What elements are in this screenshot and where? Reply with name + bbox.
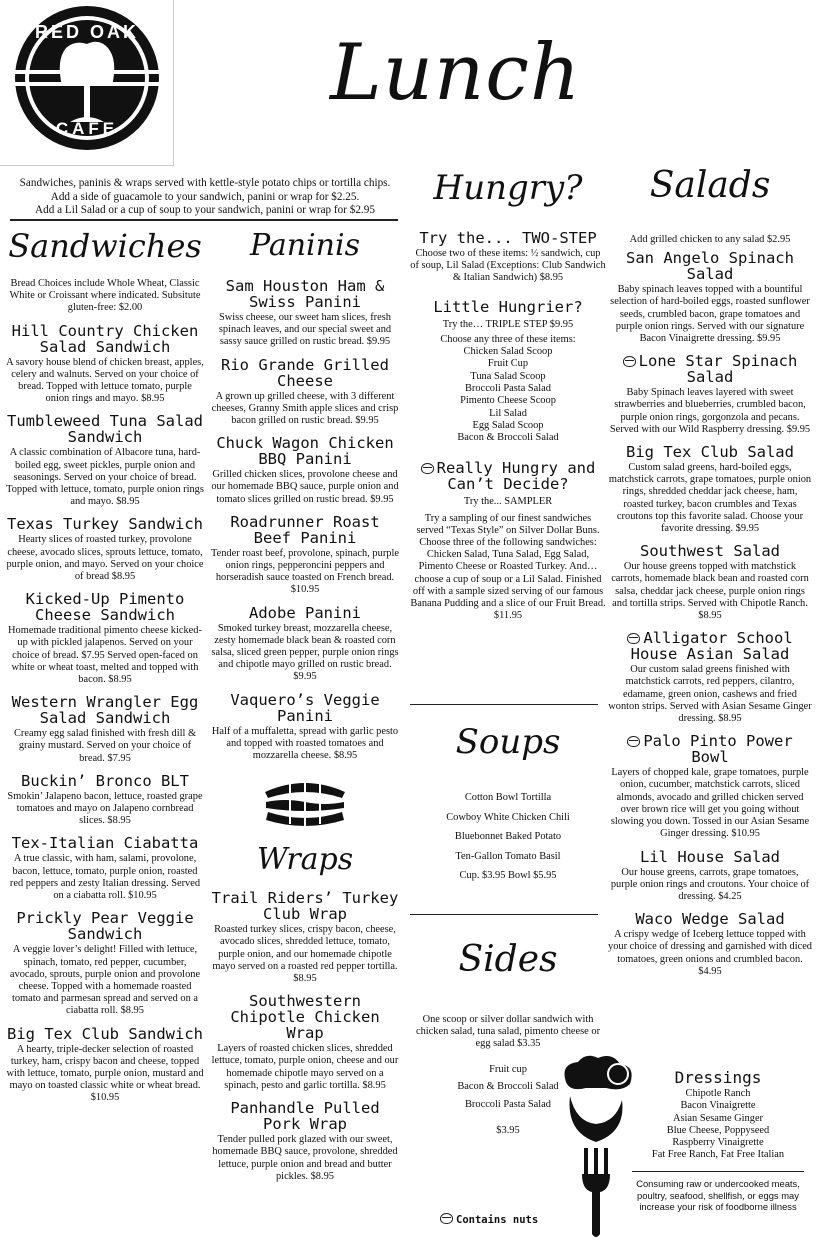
nut-icon (627, 633, 640, 644)
item-name: San Angelo Spinach Salad (626, 249, 794, 284)
two-step-desc: Choose two of these items: ½ sandwich, cup of soup, Lil Salad (Exceptions: Club Sandwich & Italian Sandwich) $8.95 (410, 248, 606, 284)
intro-text: Sandwiches, paninis & wraps served with kettle-style potato chips or tortilla chips. Add a side of guacamole to your sandwich, panini or wrap for $2.25. Add a Lil Salad or a cup of soup to your sandwich, panini or wrap for $2.95 (19, 177, 391, 216)
dressings-section (630, 1070, 806, 1162)
menu-item: Waco Wedge Salad A crispy wedge of Iceberg lettuce topped with your choice of dressing and garnished with diced tomatoes, green onions and crumbled bacon. $4.95 (608, 910, 813, 977)
menu-item: Sam Houston Ham & Swiss Panini Swiss cheese, our sweet ham slices, fresh spinach leaves, and our special sweet and sassy sauce grilled on rustic bread. $9.95 (208, 278, 402, 349)
paninis-heading: Paninis (250, 228, 360, 263)
nut-icon (623, 356, 636, 367)
sides-heading: Sides (458, 939, 558, 980)
item-name: Alligator School House Asian Salad (608, 630, 812, 662)
item-name: Big Tex Club Sandwich (7, 1024, 203, 1043)
item-name: Panhandle Pulled Pork Wrap (230, 1099, 380, 1134)
item-name: Palo Pinto Power Bowl (608, 733, 812, 765)
item-name: Buckin’ Bronco BLT (21, 771, 189, 790)
nut-icon (421, 463, 434, 474)
page-title: Lunch (330, 28, 582, 118)
salads-column (608, 166, 812, 978)
sandwiches-column (6, 226, 204, 1105)
nut-icon (440, 1213, 453, 1224)
sampler-desc: Try a sampling of our finest sandwiches served “Texas Style” on Silver Dollar Buns. Choose three of the following sandwiches: Chicken Salad, Tuna Salad, Egg Salad, Pimento Cheese or Roasted Turkey. And… choose a cup of soup or a Lil Salad. Finished off with a sample sized serving of our famous Banana Pudding and a slice of our Fruit Bread. $11.95 (410, 512, 606, 622)
dressings-list: Chipotle Ranch Bacon Vinaigrette Asian Sesame Ginger Blue Cheese, Poppyseed Raspberry Vinaigrette Fat Free Ranch, Fat Free Italian (651, 1088, 785, 1161)
salads-heading: Salads (649, 165, 771, 206)
menu-item: Hill Country Chicken Salad Sandwich A savory house blend of chicken breast, apples, celery and walnuts. Served on your choice of bread. Topped with lettuce tomato, purple onion rings and mayo. $8.95 (6, 321, 204, 405)
warning-divider (632, 1171, 804, 1172)
paninis-column (208, 226, 402, 1183)
two-step-name: Try the... TWO-STEP (419, 229, 597, 247)
foodborne-warning: Consuming raw or undercooked meats, poultry, seafood, shellfish, or eggs may increase your risk of foodborne illness (636, 1178, 800, 1212)
menu-item: Tumbleweed Tuna Salad Sandwich A classic combination of Albacore tuna, hard-boiled egg, sweet pickles, purple onion and seasonings. Served on your choice of bread. Topped with lettuce, tomato, purple onion rings and mayo. $8.95 (6, 412, 204, 508)
item-name: Lone Star Spinach Salad (608, 353, 812, 385)
menu-item: Southwest Salad Our house greens topped with matchstick carrots, homemade black bean and roasted corn salsa, cheddar jack cheese, purple onion rings and tortilla strips. Served with Chipotle Ranch. $8.95 (608, 543, 812, 622)
contains-nuts-note: Contains nuts (440, 1213, 538, 1226)
red-oak-cafe-logo-icon (0, 0, 174, 166)
menu-item: Texas Turkey Sandwich Hearty slices of roasted turkey, provolone cheese, avocado slices, sprouts lettuce, tomato, purple onion, and mayo. Served on your choice of bread $8.95 (6, 515, 204, 583)
menu-item: Big Tex Club Salad Custom salad greens, hard-boiled eggs, matchstick carrots, grape tomatoes, purple onion rings, shredded cheddar jack cheese, ham, roasted turkey, bacon crumbles and Texas croutons top this favorite salad. Choose your favorite dressing. $9.95 (608, 443, 812, 535)
wraps-heading: Wraps (256, 842, 354, 878)
item-name: Trail Riders’ Turkey Club Wrap (211, 889, 399, 924)
menu-item: Vaquero’s Veggie Panini Half of a muffaletta, spread with garlic pesto and topped with roasted tomatoes and mozzarella cheese. $8.95 (208, 692, 402, 763)
item-name: Kicked-Up Pimento Cheese Sandwich (25, 590, 185, 625)
sides-divider (410, 914, 598, 915)
intro-divider (10, 219, 398, 221)
sides-desc: One scoop or silver dollar sandwich with chicken salad, tuna salad, pimento cheese or egg salad $3.35 (415, 1014, 601, 1050)
dressings-heading: Dressings (674, 1068, 762, 1087)
item-name: Sam Houston Ham & Swiss Panini (225, 277, 385, 311)
sandwiches-heading: Sandwiches (8, 227, 202, 265)
sides-price: $3.95 (496, 1125, 520, 1137)
item-name: Prickly Pear Veggie Sandwich (16, 909, 194, 944)
menu-item: Panhandle Pulled Pork Wrap Tender pulled pork glazed with our sweet, homemade BBQ sauce, provolone, shredded lettuce, purple onion and bread and butter pickles. $8.95 (208, 1100, 402, 1183)
menu-item: Rio Grande Grilled Cheese A grown up grilled cheese, with 3 different cheeses, Granny Smith apple slices and crisp bacon grilled on rustic bread. $9.95 (208, 357, 402, 428)
item-name: Roadrunner Roast Beef Panini (230, 512, 380, 547)
menu-item: Alligator School House Asian Salad Our custom salad greens finished with matchstick carrots, red peppers, cilantro, edamame, green onion, cashews and fried wonton strips. Served with Asian Sesame Ginger dressing. $8.95 (608, 629, 812, 725)
item-name: Southwestern Chipotle Chicken Wrap (230, 992, 380, 1043)
menu-item: Tex-Italian Ciabatta A true classic, with ham, salami, provolone, bacon, lettuce, tomato, purple onion, roasted red peppers and zesty Italian dressing. Served on a ciabatta roll. $10.95 (6, 835, 204, 902)
soups-list: Cotton Bowl Tortilla Cowboy White Chicken Chili Bluebonnet Baked Potato Ten-Gallon Tomato Basil Cup. $3.95 Bowl $5.95 (446, 792, 570, 881)
chef-fork-icon (556, 1052, 640, 1242)
menu-item: Chuck Wagon Chicken BBQ Panini Grilled chicken slices, provolone cheese and our homemade BBQ sauce, purple onion and tomato slices grilled on rustic bread. $9.95 (208, 435, 402, 506)
salads-note: Add grilled chicken to any salad $2.95 (629, 234, 791, 245)
little-hungrier-list: Chicken Salad Scoop Fruit Cup Tuna Salad Scoop Broccoli Pasta Salad Pimento Cheese Scoop Lil Salad Egg Salad Scoop Bacon & Broccoli Salad (457, 346, 559, 444)
logo-panel (0, 0, 174, 166)
item-name: Western Wrangler Egg Salad Sandwich (11, 693, 199, 728)
menu-item: Roadrunner Roast Beef Panini Tender roast beef, provolone, spinach, purple onion rings, pepperoncini peppers and horseradish sauce toasted on French bread. $10.95 (208, 514, 402, 597)
svg-text:CAFE: CAFE (55, 119, 119, 138)
menu-item: Buckin’ Bronco BLT Smokin’ Jalapeno bacon, lettuce, roasted grape tomatoes and mayo on Jalapeno cornbread slices. $8.95 (7, 771, 203, 827)
soups-heading: Soups (455, 722, 561, 762)
hungry-heading: Hungry? (433, 168, 583, 208)
item-name: Big Tex Club Salad (626, 443, 794, 462)
item-name: Vaquero’s Veggie Panini (230, 690, 380, 725)
item-name: Adobe Panini (249, 603, 361, 622)
item-name: Rio Grande Grilled Cheese (221, 355, 389, 390)
menu-item: Lil House Salad Our house greens, carrots, grape tomatoes, purple onion rings and croutons. Your choice of dressing. $4.25 (608, 849, 812, 904)
menu-item: Big Tex Club Sandwich A hearty, triple-decker selection of roasted turkey, ham, crispy bacon and cheese, topped with lettuce, tomato, purple onion, mustard and mayo on toasted classic white or wheat bread. $10.95 (6, 1024, 204, 1104)
item-name: Chuck Wagon Chicken BBQ Panini (216, 434, 394, 469)
menu-item: Western Wrangler Egg Salad Sandwich Creamy egg salad finished with fresh dill & grainy mustard. Served on your choice of bread. $7.95 (6, 694, 204, 765)
nut-icon (627, 736, 640, 747)
svg-text:RED OAK: RED OAK (34, 22, 140, 42)
item-name: Hill Country Chicken Salad Sandwich (11, 321, 199, 356)
menu-item: Adobe Panini Smoked turkey breast, mozzarella cheese, zesty homemade black bean & roasted corn salsa, sliced green pepper, purple onion rings and chipotle mayo grilled on rustic bread. $9.95 (208, 605, 402, 684)
item-name: Waco Wedge Salad (635, 910, 785, 929)
sides-list: Fruit cup Bacon & Broccoli Salad Broccoli Pasta Salad (457, 1063, 559, 1110)
menu-item: Palo Pinto Power Bowl Layers of chopped kale, grape tomatoes, purple onion, cucumber, matchstick carrots, sliced almonds, avocado and grilled chicken served over brown rice will get you going without slowing you down. Tossed in our Asian Sesame Ginger dressing. $10.95 (608, 733, 812, 840)
menu-item: Kicked-Up Pimento Cheese Sandwich Homemade traditional pimento cheese kicked-up with pickled jalapenos. Served on your choice of bread. $7.95 Served open-faced on white or wheat toast, melted and topped with bacon. $8.95 (6, 591, 204, 686)
hungry-column: Hungry? Try the... TWO-STEP Choose two of these items: ½ sandwich, cup of soup, Lil Salad (Exceptions: Club Sandwich & Italian Sandwich) $8.95 Little Hungrier? Try the… TRIPLE STEP $9.95 Choose any three of these items: Chicken Salad Scoop Fruit Cup Tuna Salad Scoop Broccoli Pasta Salad Pimento Cheese Scoop Lil Salad Egg Salad Scoop Bacon & Broccoli Salad Really Hungry and Can’t Decide? Try the... SAMPLER Try a sampling of our finest sandwiches served “Texas Style” on Silver Dollar Buns. Choose three of the following sandwiches: Chicken Salad, Tuna Salad, Egg Salad, Pimento Cheese or Roasted Turkey. And… choose a cup of soup or a Lil Salad. Finished off with a sample sized serving of our famous Banana Pudding and a slice of our Fruit Bread. $11.95 (410, 168, 606, 622)
menu-item: Trail Riders’ Turkey Club Wrap Roasted turkey slices, crispy bacon, cheese, avocado slices, shredded lettuce, tomato, purple onion, and our homemade chipotle mayo served on a roasted red pepper tortilla. $8.95 (208, 890, 402, 985)
bread-note: Bread Choices include Whole Wheat, Classic White or Croissant where indicated. Subsitute gluten-free: $2.00 (9, 278, 201, 314)
menu-item: Lone Star Spinach Salad Baby Spinach leaves layered with sweet strawberries and blueberries, crumbled bacon, purple onion rings, gorgonzola and pecans. Served with our Wild Raspberry dressing. $9.95 (609, 352, 811, 435)
menu-item: Prickly Pear Veggie Sandwich A veggie lover’s delight! Filled with lettuce, spinach, tomato, red pepper, cucumber, avocado, sprouts, purple onion and provolone cheese. Topped with a homemade roasted tomato and parmesan spread and served on a ciabatta roll. $8.95 (6, 910, 204, 1017)
soups-divider (410, 704, 598, 705)
item-name: Southwest Salad (640, 542, 780, 561)
little-hungrier-name: Little Hungrier? (433, 297, 583, 316)
panini-icon (260, 774, 350, 830)
item-name: Tumbleweed Tuna Salad Sandwich (7, 412, 203, 447)
item-name: Lil House Salad (640, 847, 780, 866)
menu-item: San Angelo Spinach Salad Baby spinach leaves topped with a bountiful selection of hard-boiled eggs, roasted sunflower seeds, crumbled bacon, grape tomatoes and purple onion rings. Served with our signature Bacon Vinaigrette dressing. $9.95 (608, 250, 812, 345)
sampler-name: Really Hungry and Can’t Decide? (410, 460, 606, 492)
menu-item: Southwestern Chipotle Chicken Wrap Layers of roasted chicken slices, shredded lettuce, tomato, purple onion, cheese and our homemade chipotle mayo served on a spinach, pesto and garlic tortilla. $8.95 (208, 993, 402, 1092)
item-name: Tex-Italian Ciabatta (11, 834, 199, 853)
item-name: Texas Turkey Sandwich (7, 515, 203, 534)
soups-section (410, 722, 606, 886)
